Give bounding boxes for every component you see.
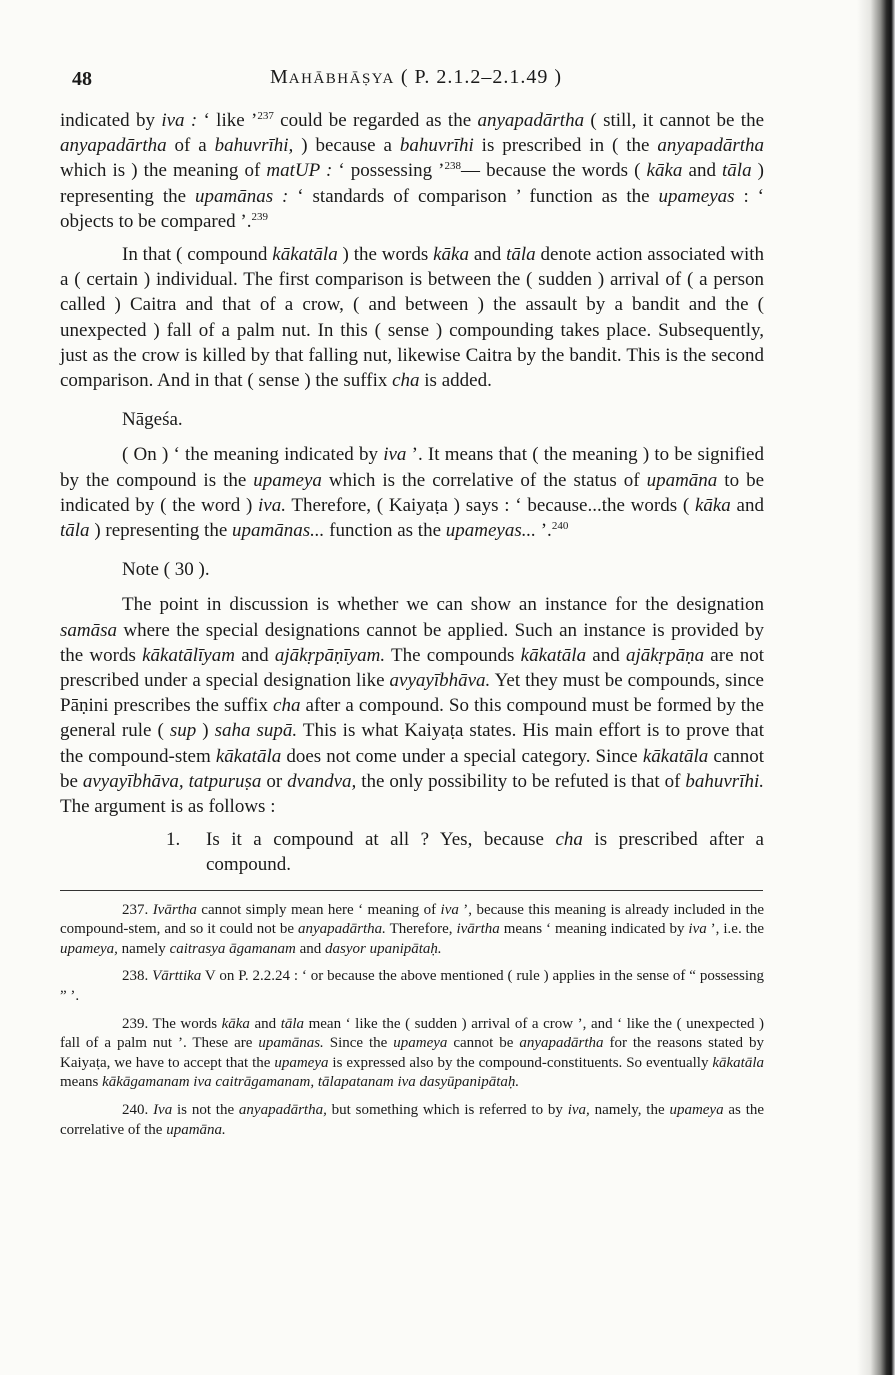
text-run: and: [295, 940, 325, 957]
text-run: denote action associated with a ( certain ) individual. The first comparison is between the ( sudden ) arrival of ( a person called ) Caitra and that of a crow, ( and between ) the assault by a bandit and the ( unexpected ) fall of a palm nut. In this ( sense ) compounding takes place. Subsequently, just as the crow is killed by that falling nut, likewise Caitra by the bandit. This is the second comparison. And in that ( sense ) the suffix: [60, 244, 764, 392]
italic-term: caitrasya āgamanam: [169, 940, 296, 957]
italic-term: upameya: [274, 1054, 329, 1071]
text-run: ’, i.e. the: [706, 921, 764, 938]
text-run: are not prescribed under a special designation like: [60, 644, 764, 692]
text-run: ): [196, 720, 215, 742]
text-run: is expressed also by the compound-constituents. So eventually: [328, 1054, 713, 1071]
text-run: The argument is as follows :: [60, 796, 276, 818]
italic-term: kākatāla: [520, 644, 587, 666]
text-run: indicated by: [60, 110, 162, 131]
text-run: Since the: [323, 1035, 394, 1052]
italic-term: upamāna.: [166, 1121, 226, 1138]
italic-term: upameyas...: [445, 520, 536, 542]
text-run: This is what Kaiyaṭa states. His main effort is to prove that the compound-stem: [60, 720, 764, 767]
italic-term: upamānas.: [258, 1035, 324, 1052]
text-run: ’.: [535, 520, 552, 542]
italic-term: avyayībhāva.: [389, 670, 491, 692]
text-run: ’. It means that ( the meaning ) to be signified by the compound is the: [60, 444, 764, 491]
text-run: of a: [166, 135, 215, 157]
italic-term: cha: [392, 370, 420, 392]
text-run: cannot be: [447, 1035, 520, 1052]
text-run: The point in discussion is whether we can show an instance for the designation: [122, 594, 764, 616]
text-run: Therefore, ( Kaiyaṭa ) says : ‘ because...the words (: [286, 494, 695, 516]
text-run: ) representing the: [89, 520, 233, 542]
text-run: is prescribed in ( the: [473, 135, 658, 157]
italic-term: dasyor upanipātaḥ.: [324, 940, 442, 957]
footnote-ref: 237: [257, 110, 274, 122]
paragraph-1: [60, 108, 764, 234]
text-run: but something which is referred to by: [326, 1102, 568, 1119]
italic-term: anyapadārtha: [519, 1035, 604, 1052]
italic-term: upameya: [253, 469, 322, 491]
italic-term: upameya,: [60, 940, 118, 957]
running-title-lead: M: [270, 66, 289, 88]
italic-term: kākatāla: [712, 1054, 765, 1071]
italic-term: tāla: [280, 1015, 305, 1032]
text-run: The compounds: [385, 644, 521, 666]
text-run: mean ‘ like the ( sudden ) arrival of a crow ’, and ‘ like the ( unexpected ) fall of a palm nut ’. These are: [60, 1015, 764, 1052]
text-run: 238.: [122, 968, 153, 985]
text-run: ‘ standards of comparison ’ function as the: [288, 185, 659, 207]
italic-term: cha: [555, 829, 583, 851]
italic-term: kākāgamanam iva caitrāgamanam, tālapatanam iva dasyūpanipātaḥ.: [102, 1074, 520, 1091]
italic-term: kākatāla: [215, 745, 282, 767]
text-run: ( On ) ‘ the meaning indicated by: [122, 444, 384, 466]
italic-term: iva: [440, 901, 459, 918]
text-run: as the correlative of the: [60, 1102, 765, 1138]
section-heading-note: Note ( 30 ).: [122, 559, 210, 581]
list-item-number: 1.: [166, 829, 181, 851]
text-run: and: [586, 644, 626, 666]
italic-term: tāla: [60, 520, 90, 542]
italic-term: iva: [688, 921, 707, 938]
footnote-ref: 239: [251, 210, 269, 223]
italic-term: kākatālīyam: [142, 644, 235, 666]
italic-term: kāka: [433, 244, 469, 266]
italic-term: ajākṛpāṇīyam.: [274, 644, 386, 666]
text-run: which is ) the meaning of: [60, 160, 267, 182]
paragraph-2: [60, 242, 764, 393]
footnote-ref: 240: [551, 520, 569, 533]
text-run: does not come under a special category. Since: [281, 745, 643, 767]
text-run: means ‘ meaning indicated by: [499, 921, 689, 938]
italic-term: iva,: [567, 1102, 590, 1119]
text-run: and: [234, 644, 275, 666]
italic-term: upameya: [669, 1102, 724, 1119]
italic-term: Ivārtha: [152, 901, 197, 918]
italic-term: bahuvrīhi,: [214, 135, 294, 157]
italic-term: bahuvrīhi.: [685, 770, 765, 792]
italic-term: iva.: [258, 494, 286, 516]
italic-term: anyapadārtha: [657, 135, 765, 157]
italic-term: iva :: [161, 110, 198, 131]
text-run: and: [730, 494, 764, 516]
italic-term: ivārtha: [456, 921, 500, 938]
text-run: Therefore,: [385, 921, 457, 938]
italic-term: upamānas :: [194, 185, 289, 207]
text-run: cannot simply mean here ‘ meaning of: [196, 901, 441, 918]
page-number: 48: [72, 68, 92, 90]
footnote-240: [60, 1101, 764, 1140]
italic-term: samāsa: [60, 619, 118, 641]
italic-term: anyapadārtha.: [298, 921, 386, 938]
italic-term: bahuvrīhi: [399, 135, 474, 157]
footnote-239: [60, 1015, 764, 1093]
footnote-237: [60, 901, 764, 960]
italic-term: ajākṛpāṇa: [625, 644, 705, 666]
text-run: Is it a compound at all ? Yes, because: [206, 829, 556, 851]
text-run: function as the: [324, 520, 446, 542]
italic-term: iva: [383, 444, 407, 466]
text-run: cannot be: [60, 745, 764, 792]
running-head: [60, 60, 764, 96]
text-run: Yet they must be compounds, since Pāṇini prescribes the suffix: [60, 670, 764, 717]
running-title-small: AHĀBHĀṢYA: [288, 71, 395, 87]
italic-term: anyapadārtha,: [238, 1102, 327, 1119]
text-run: where the special designations cannot be applied. Such an instance is provided by the words: [60, 619, 764, 666]
text-run: is prescribed after a compound.: [206, 829, 764, 876]
italic-term: upamānas...: [232, 520, 325, 542]
text-run: and: [468, 244, 507, 266]
text-run: : ‘ objects to be compared ’.: [60, 185, 764, 232]
text-run: or: [261, 770, 288, 792]
text-run: — because the words (: [461, 160, 647, 182]
italic-term: dvandva,: [287, 770, 357, 792]
text-run: and: [682, 160, 723, 182]
text-run: means: [60, 1074, 103, 1091]
italic-term: anyapadārtha: [60, 135, 167, 157]
italic-term: cha: [273, 695, 301, 717]
italic-term: upameyas: [658, 185, 735, 207]
text-run: which is the correlative of the status of: [321, 469, 647, 491]
text-run: ) the words: [337, 244, 434, 266]
text-run: namely: [117, 940, 170, 957]
text-run: namely, the: [589, 1102, 670, 1119]
book-page: [60, 60, 764, 1148]
text-run: V on P. 2.2.24 : ‘ or because the above mentioned ( rule ) applies in the sense of “ possessing ” ’.: [60, 968, 764, 1005]
numbered-list-item: [166, 827, 764, 877]
text-run: ’, because this meaning is already included in the compound-stem, and so it could not be: [60, 901, 765, 938]
footnote-divider: [60, 890, 763, 891]
text-run: to be indicated by ( the word ): [60, 469, 765, 516]
main-text: [60, 108, 764, 878]
italic-term: kāka: [646, 160, 683, 182]
italic-term: kākatāla: [642, 745, 709, 767]
italic-term: sup: [169, 720, 197, 742]
running-title-ref: ( P. 2.1.2–2.1.49 ): [400, 66, 563, 88]
text-run: after a compound. So this compound must be formed by the general rule (: [60, 695, 764, 742]
text-run: and: [249, 1015, 281, 1032]
italic-term: avyayībhāva, tatpuruṣa: [82, 770, 262, 792]
text-run: could be regarded as the: [273, 110, 478, 131]
list-item-text: [206, 827, 764, 877]
scanned-page-edge: [857, 0, 895, 1375]
italic-term: kāka: [694, 494, 731, 516]
italic-term: Iva: [153, 1102, 173, 1119]
paragraph-3: [60, 442, 764, 543]
italic-term: upameya: [393, 1035, 448, 1052]
text-run: ) because a: [293, 135, 400, 157]
italic-term: saha supā.: [214, 720, 298, 742]
running-title: [270, 66, 562, 89]
footnotes: [60, 901, 764, 1141]
italic-term: tāla: [722, 160, 752, 182]
text-run: the only possibility to be refuted is that of: [356, 770, 686, 792]
footnote-ref: 238: [444, 160, 462, 173]
text-run: is added.: [419, 370, 492, 392]
paragraph-4: [60, 592, 764, 819]
text-run: 239. The words: [122, 1015, 222, 1032]
text-run: In that ( compound: [122, 244, 273, 266]
text-run: for the reasons stated by Kaiyaṭa, we have to accept that the: [60, 1035, 764, 1071]
text-run: ) representing the: [60, 160, 765, 207]
text-run: 237.: [122, 901, 153, 918]
text-run: is not the: [172, 1102, 239, 1119]
italic-term: tāla: [506, 244, 536, 266]
text-run: 240.: [122, 1102, 154, 1119]
text-run: ( still, it cannot be the: [584, 110, 765, 131]
italic-term: Vārttika: [152, 968, 202, 985]
text-run: ‘ possessing ’: [332, 160, 445, 182]
footnote-238: [60, 967, 764, 1006]
italic-term: kāka: [221, 1015, 250, 1032]
italic-term: anyapadārtha: [477, 110, 585, 131]
section-heading-nagesa: Nāgeśa.: [122, 409, 183, 431]
italic-term: matUP :: [266, 160, 333, 182]
italic-term: kākatāla: [272, 244, 338, 266]
text-run: ‘ like ’: [197, 110, 258, 131]
italic-term: upamāna: [646, 469, 718, 491]
